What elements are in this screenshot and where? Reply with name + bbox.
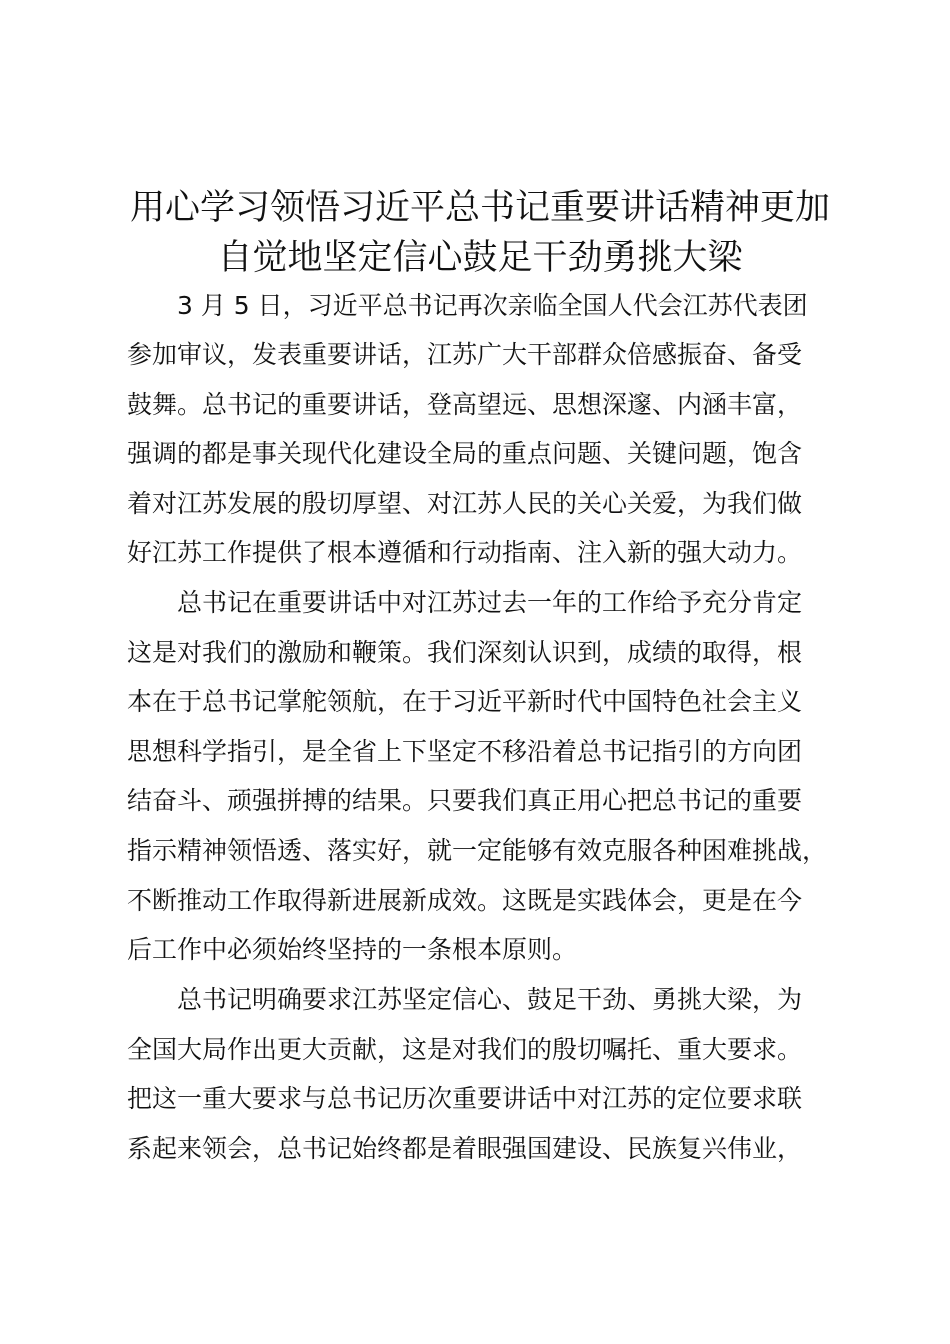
paragraph-1-line-6: 好江苏工作提供了根本遵循和行动指南、注入新的强大动力。 xyxy=(127,538,803,567)
paragraph-2-line-5: 结奋斗、顽强拼搏的结果。只要我们真正用心把总书记的重要 xyxy=(127,786,803,815)
paragraph-2-line-1: 总书记在重要讲话中对江苏过去一年的工作给予充分肯定 xyxy=(177,588,803,617)
paragraph-2-line-7: 不断推动工作取得新进展新成效。这既是实践体会，更是在今 xyxy=(127,886,803,915)
document-title-line-1: 用心学习领悟习近平总书记重要讲话精神更加 xyxy=(129,188,830,228)
paragraph-1-line-2: 参加审议，发表重要讲话，江苏广大干部群众倍感振奋、备受 xyxy=(127,340,803,369)
paragraph-3-line-3: 把这一重大要求与总书记历次重要讲话中对江苏的定位要求联 xyxy=(127,1084,803,1113)
paragraph-3-line-2: 全国大局作出更大贡献，这是对我们的殷切嘱托、重大要求。 xyxy=(127,1035,803,1064)
paragraph-1-line-4: 强调的都是事关现代化建设全局的重点问题、关键问题，饱含 xyxy=(127,439,803,468)
paragraph-2-line-2: 这是对我们的激励和鞭策。我们深刻认识到，成绩的取得，根 xyxy=(127,638,803,667)
paragraph-2-line-6: 指示精神领悟透、落实好，就一定能够有效克服各种困难挑战， xyxy=(127,836,828,865)
paragraph-2-line-8: 后工作中必须始终坚持的一条根本原则。 xyxy=(127,935,578,964)
paragraph-2-line-3: 本在于总书记掌舵领航，在于习近平新时代中国特色社会主义 xyxy=(127,687,803,716)
paragraph-1-line-5: 着对江苏发展的殷切厚望、对江苏人民的关心关爱，为我们做 xyxy=(127,489,803,518)
paragraph-1-line-3: 鼓舞。总书记的重要讲话，登高望远、思想深邃、内涵丰富， xyxy=(127,390,803,419)
paragraph-3-line-1: 总书记明确要求江苏坚定信心、鼓足干劲、勇挑大梁，为 xyxy=(177,985,803,1014)
paragraph-2-line-4: 思想科学指引，是全省上下坚定不移沿着总书记指引的方向团 xyxy=(127,737,803,766)
paragraph-1-line-1: 3 月 5 日，习近平总书记再次亲临全国人代会江苏代表团 xyxy=(177,291,808,320)
document-title-line-2: 自觉地坚定信心鼓足干劲勇挑大梁 xyxy=(217,238,743,278)
paragraph-3-line-4: 系起来领会，总书记始终都是着眼强国建设、民族复兴伟业， xyxy=(127,1134,803,1163)
